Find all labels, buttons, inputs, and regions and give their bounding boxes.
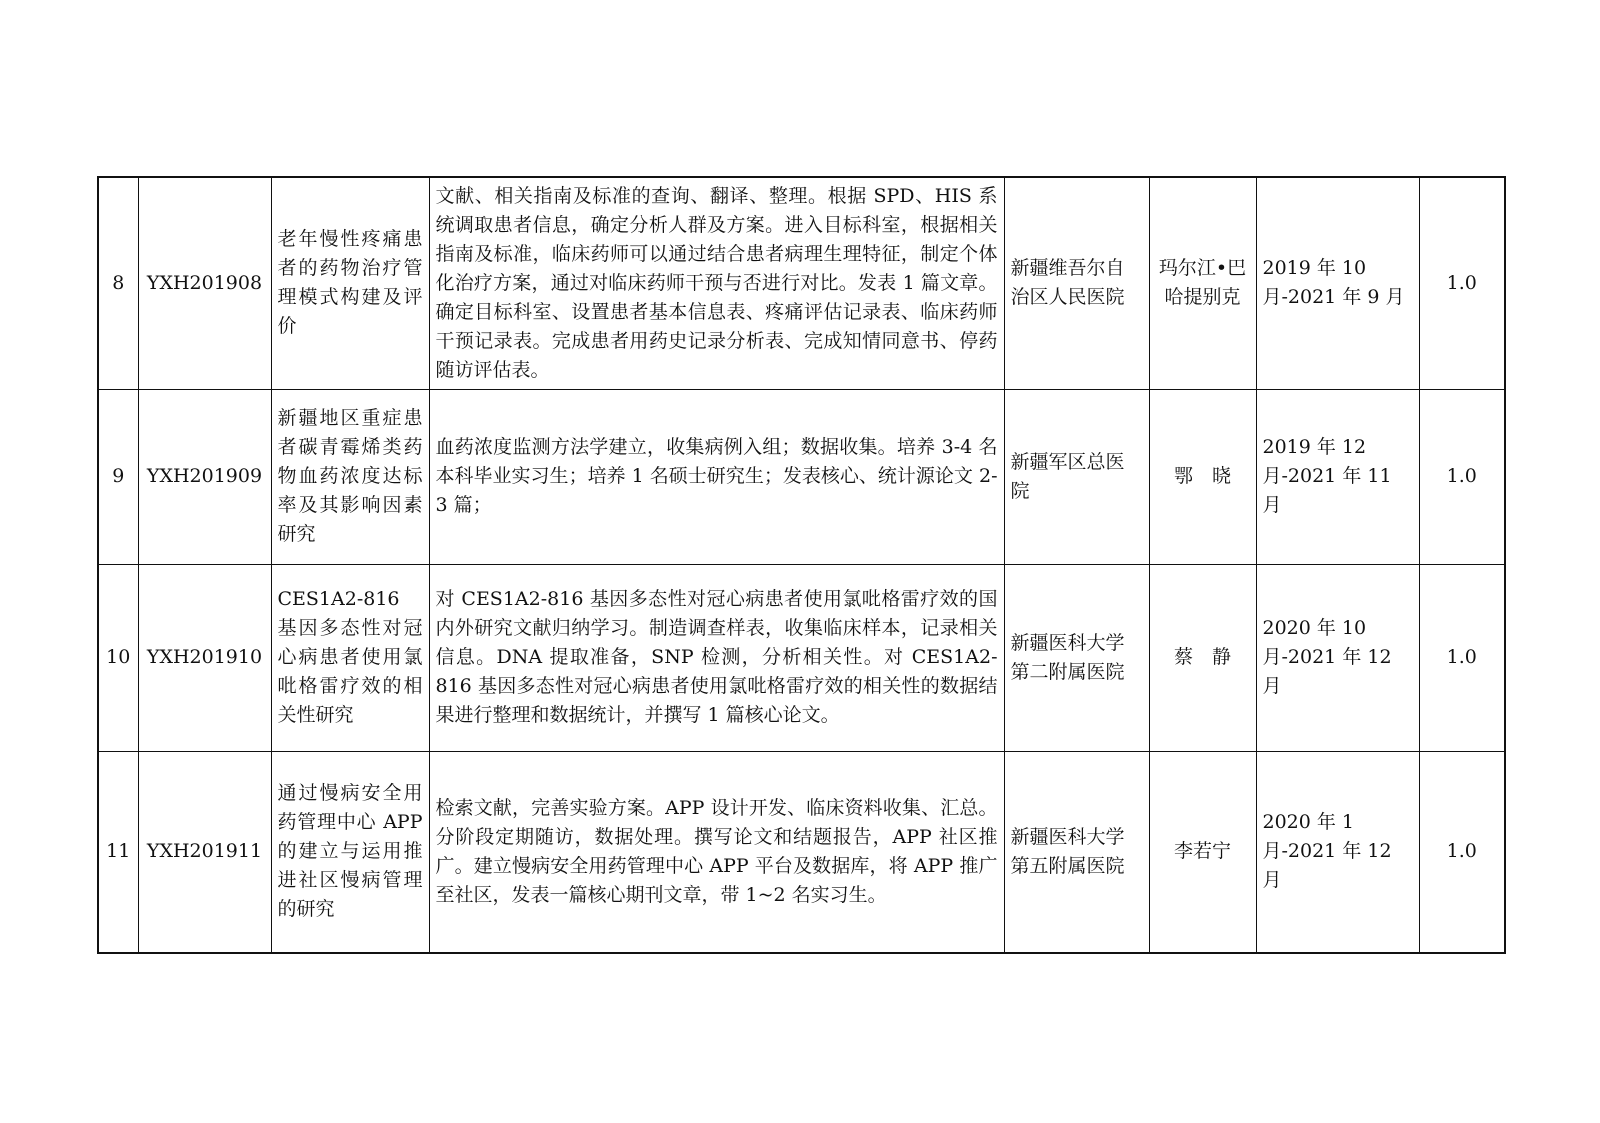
table-row — [98, 177, 1505, 389]
table-row — [98, 751, 1505, 953]
project-content: 对 CES1A2-816 基因多态性对冠心病患者使用氯吡格雷疗效的国内外研究文献归纳学习。制造调查样表，收集临床样本，记录相关信息。DNA 提取准备，SNP 检测，分析相关性。对 CES1A2-816 基因多态性对冠心病患者使用氯吡格雷疗效的相关性的数据结果进行整理和数据统计，并撰写 1 篇核心论文。 — [429, 564, 1004, 751]
project-lead: 玛尔江•巴哈提别克 — [1149, 177, 1256, 389]
project-code: YXH201910 — [138, 564, 271, 751]
project-table — [97, 176, 1506, 954]
project-lead: 鄂 晓 — [1149, 389, 1256, 564]
project-lead: 蔡 静 — [1149, 564, 1256, 751]
project-amount: 1.0 — [1419, 564, 1505, 751]
project-period: 2019 年 10 月-2021 年 9 月 — [1256, 177, 1419, 389]
project-organization: 新疆医科大学第二附属医院 — [1004, 564, 1149, 751]
project-content: 血药浓度监测方法学建立，收集病例入组；数据收集。培养 3-4 名本科毕业实习生；培养 1 名硕士研究生；发表核心、统计源论文 2-3 篇； — [429, 389, 1004, 564]
project-amount: 1.0 — [1419, 177, 1505, 389]
project-period: 2020 年 1 月-2021 年 12 月 — [1256, 751, 1419, 953]
project-amount: 1.0 — [1419, 751, 1505, 953]
project-organization: 新疆医科大学第五附属医院 — [1004, 751, 1149, 953]
project-code: YXH201909 — [138, 389, 271, 564]
project-title: CES1A2-816 基因多态性对冠心病患者使用氯吡格雷疗效的相关性研究 — [271, 564, 429, 751]
project-lead: 李若宁 — [1149, 751, 1256, 953]
project-period: 2019 年 12 月-2021 年 11 月 — [1256, 389, 1419, 564]
project-period: 2020 年 10 月-2021 年 12 月 — [1256, 564, 1419, 751]
project-code: YXH201908 — [138, 177, 271, 389]
project-title: 通过慢病安全用药管理中心 APP 的建立与运用推进社区慢病管理的研究 — [271, 751, 429, 953]
project-amount: 1.0 — [1419, 389, 1505, 564]
project-organization: 新疆军区总医院 — [1004, 389, 1149, 564]
project-title: 新疆地区重症患者碳青霉烯类药物血药浓度达标率及其影响因素研究 — [271, 389, 429, 564]
row-number: 11 — [98, 751, 138, 953]
project-code: YXH201911 — [138, 751, 271, 953]
table-row — [98, 389, 1505, 564]
row-number: 9 — [98, 389, 138, 564]
project-title: 老年慢性疼痛患者的药物治疗管理模式构建及评价 — [271, 177, 429, 389]
table-row — [98, 564, 1505, 751]
row-number: 8 — [98, 177, 138, 389]
project-organization: 新疆维吾尔自治区人民医院 — [1004, 177, 1149, 389]
row-number: 10 — [98, 564, 138, 751]
project-content: 文献、相关指南及标准的查询、翻译、整理。根据 SPD、HIS 系统调取患者信息，确定分析人群及方案。进入目标科室，根据相关指南及标准，临床药师可以通过结合患者病理生理特征，制定个体化治疗方案，通过对临床药师干预与否进行对比。发表 1 篇文章。确定目标科室、设置患者基本信息表、疼痛评估记录表、临床药师干预记录表。完成患者用药史记录分析表、完成知情同意书、停药随访评估表。 — [429, 177, 1004, 389]
project-content: 检索文献，完善实验方案。APP 设计开发、临床资料收集、汇总。分阶段定期随访，数据处理。撰写论文和结题报告，APP 社区推广。建立慢病安全用药管理中心 APP 平台及数据库，将 APP 推广至社区，发表一篇核心期刊文章，带 1~2 名实习生。 — [429, 751, 1004, 953]
